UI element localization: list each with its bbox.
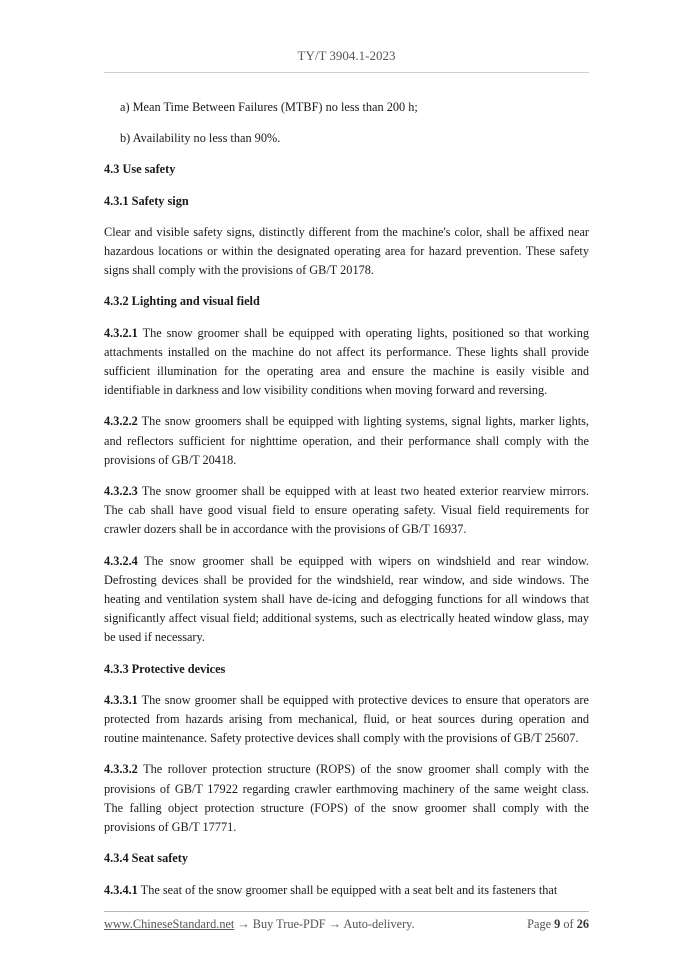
clause-text: The seat of the snow groomer shall be equipped with a seat belt and its fasteners that bbox=[137, 882, 558, 897]
clause-number: 4.3.3.2 bbox=[104, 762, 138, 777]
page-body bbox=[104, 88, 589, 912]
footer-promo bbox=[104, 917, 415, 932]
clause-4-3-2-1 bbox=[104, 324, 589, 401]
section-heading-4-3-1: 4.3.1 Safety sign bbox=[104, 193, 189, 208]
clause-text: The snow groomer shall be equipped with protective devices to ensure that operators are protected from hazards arising from mechanical, fluid, or heat sources during operation and routine maintenance. Safety protective devices shall comply with the provisions of GB/T 25607. bbox=[104, 692, 589, 746]
page-label: Page bbox=[527, 917, 555, 931]
header-divider bbox=[104, 72, 589, 73]
clause-text: The snow groomer shall be equipped with at least two heated exterior rearview mirrors. The cab shall have good visual field to ensure operating safety. Visual field requirements for crawler dozers shall be in accordance with the provisions of GB/T 16937. bbox=[104, 484, 589, 537]
list-item-availability: b) Availability no less than 90%. bbox=[120, 131, 281, 146]
clause-4-3-2-4 bbox=[104, 552, 589, 648]
footer-divider bbox=[104, 911, 589, 912]
section-heading-4-3-3: 4.3.3 Protective devices bbox=[104, 661, 226, 676]
clause-4-3-3-1 bbox=[104, 691, 589, 749]
clause-number: 4.3.2.3 bbox=[104, 484, 138, 499]
current-page: 9 bbox=[554, 917, 561, 931]
clause-number: 4.3.2.4 bbox=[104, 553, 138, 568]
of-label: of bbox=[560, 917, 577, 931]
clause-text: The snow groomers shall be equipped with lighting systems, signal lights, marker lights, and reflectors sufficient for nighttime operation, and their performance shall comply with the provisions of GB/T 20418. bbox=[104, 414, 589, 467]
clause-number: 4.3.3.1 bbox=[104, 692, 138, 707]
website-link[interactable]: www.ChineseStandard.net bbox=[104, 917, 235, 931]
clause-number: 4.3.4.1 bbox=[104, 882, 138, 897]
clause-4-3-2-2 bbox=[104, 412, 589, 470]
clause-4-3-4-1 bbox=[104, 881, 589, 900]
paragraph-safety-sign: Clear and visible safety signs, distinctly different from the machine's color, shall be affixed near hazardous locations or within the designated operating area for hazard prevention. These safety signs shall comply with the provisions of GB/T 20178. bbox=[104, 224, 589, 278]
page-footer bbox=[104, 917, 589, 932]
list-item-mtbf: a) Mean Time Between Failures (MTBF) no less than 200 h; bbox=[120, 100, 418, 114]
page-indicator bbox=[527, 917, 589, 932]
clause-4-3-2-3 bbox=[104, 482, 589, 540]
section-heading-4-3: 4.3 Use safety bbox=[104, 162, 176, 177]
total-pages: 26 bbox=[576, 917, 589, 931]
section-heading-4-3-2: 4.3.2 Lighting and visual field bbox=[104, 294, 260, 309]
clause-text: The snow groomer shall be equipped with operating lights, positioned so that working attachments installed on the machine do not affect its performance. These lights shall provide sufficient illumination for the operating area and ensure the machine is easily visible and identifiable in darkness and low visibility conditions when moving forward and reversing. bbox=[104, 325, 589, 398]
clause-number: 4.3.2.1 bbox=[104, 325, 138, 340]
promo-text: → Buy True-PDF → Auto-delivery. bbox=[234, 917, 415, 931]
clause-number: 4.3.2.2 bbox=[104, 414, 138, 429]
clause-4-3-3-2 bbox=[104, 760, 589, 837]
section-heading-4-3-4: 4.3.4 Seat safety bbox=[104, 851, 189, 866]
clause-text: The rollover protection structure (ROPS) of the snow groomer shall comply with the provisions of GB/T 17922 regarding crawler earthmoving machinery of the same weight class. The falling object protection structure (FOPS) of the snow groomer shall comply with the provisions of GB/T 17771. bbox=[104, 762, 589, 835]
document-id-header: TY/T 3904.1-2023 bbox=[297, 48, 396, 63]
clause-text: The snow groomer shall be equipped with wipers on windshield and rear window. Defrosting devices shall be provided for the windshield, rear window, and side windows. The heating and ventilation system shall have de-icing and defogging functions for all windows that significantly affect visual field; additional systems, such as electrically heated window glass, may be used if necessary. bbox=[104, 553, 589, 645]
